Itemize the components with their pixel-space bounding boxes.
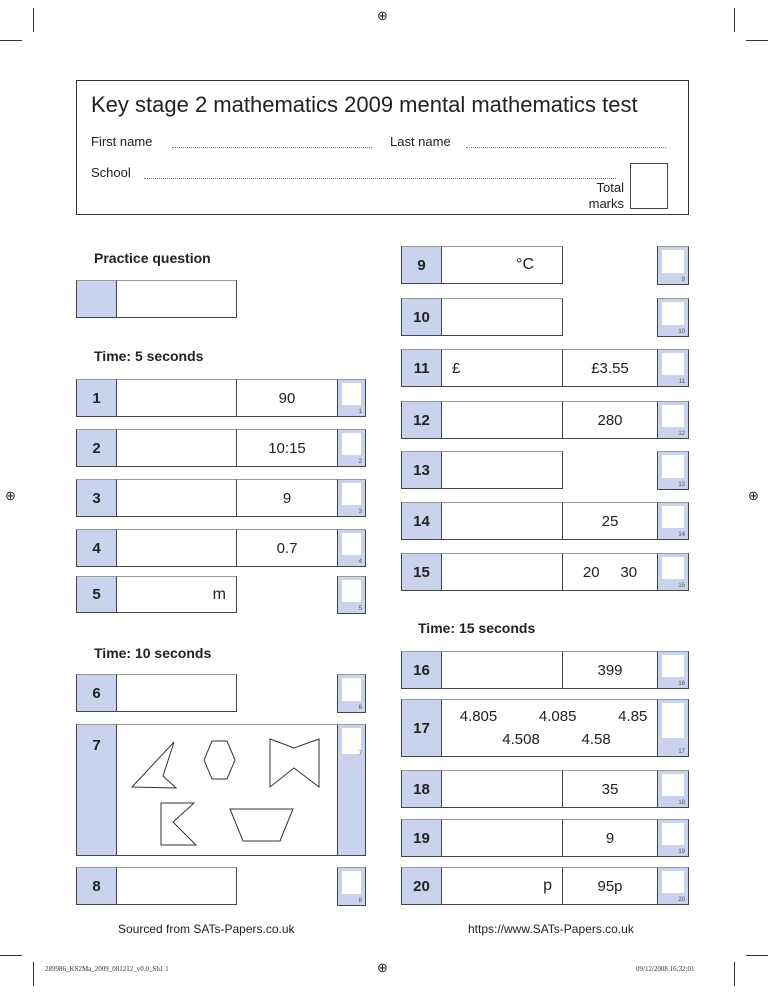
practice-number-cell bbox=[76, 280, 117, 318]
question-number: 7 bbox=[92, 737, 101, 754]
answer-unit: p bbox=[543, 877, 552, 894]
footer-source: Sourced from SATs-Papers.co.uk bbox=[118, 922, 295, 936]
first-name-field[interactable] bbox=[172, 146, 372, 148]
question-number: 13 bbox=[413, 461, 430, 479]
question-7-number bbox=[76, 724, 117, 856]
mark-box-number: 5 bbox=[358, 606, 362, 612]
answer-unit: m bbox=[212, 585, 226, 603]
question-3-answer-box[interactable] bbox=[116, 479, 237, 517]
footer-url[interactable]: https://www.SATs-Papers.co.uk bbox=[468, 922, 634, 936]
mark-entry-square[interactable] bbox=[662, 823, 684, 845]
mark-box-number: 12 bbox=[678, 431, 685, 437]
question-16-given-value bbox=[562, 651, 658, 689]
shape-arrowhead bbox=[132, 742, 176, 788]
question-7-mark-box[interactable] bbox=[337, 724, 366, 856]
mark-entry-square[interactable] bbox=[342, 433, 361, 455]
time-15-heading: Time: 15 seconds bbox=[418, 620, 536, 636]
question-17-number bbox=[401, 699, 442, 757]
question-18-answer-box[interactable] bbox=[441, 770, 563, 808]
question-10-answer-box[interactable] bbox=[441, 298, 563, 336]
mark-box-number: 16 bbox=[678, 681, 685, 687]
question-18-number bbox=[401, 770, 442, 808]
question-14-answer-box[interactable] bbox=[441, 502, 563, 540]
question-14-number bbox=[401, 502, 442, 540]
total-marks-label: Total marks bbox=[588, 180, 624, 211]
mark-entry-square[interactable] bbox=[662, 302, 684, 325]
shape-trapezium bbox=[230, 809, 293, 841]
mark-box-number: 10 bbox=[678, 329, 685, 335]
question-15-given-value bbox=[562, 553, 658, 591]
question-15-mark-box[interactable] bbox=[657, 553, 689, 591]
question-number: 8 bbox=[92, 877, 101, 895]
question-12-answer-box[interactable] bbox=[441, 401, 563, 439]
question-12-number bbox=[401, 401, 442, 439]
time-5-heading: Time: 5 seconds bbox=[94, 348, 204, 364]
given-value: 90 bbox=[278, 389, 296, 407]
question-1-answer-box[interactable] bbox=[116, 379, 237, 417]
mark-entry-square[interactable] bbox=[342, 871, 361, 894]
question-9-answer-box[interactable] bbox=[441, 246, 563, 284]
question-12-mark-box[interactable] bbox=[657, 401, 689, 439]
mark-box-number: 17 bbox=[678, 749, 685, 755]
question-1-number bbox=[76, 379, 117, 417]
given-value: 0.7 bbox=[276, 539, 298, 557]
number-list-row-2: 4.508 4.58 bbox=[502, 731, 611, 748]
question-6-number bbox=[76, 674, 117, 712]
mark-entry-square[interactable] bbox=[662, 455, 684, 478]
mark-box-number: 18 bbox=[678, 800, 685, 806]
mark-box-number: 11 bbox=[678, 379, 685, 385]
question-number: 3 bbox=[92, 489, 101, 507]
question-14-mark-box[interactable] bbox=[657, 502, 689, 540]
shapes-diagram bbox=[117, 725, 337, 855]
mark-box-number: 14 bbox=[678, 532, 685, 538]
question-number: 5 bbox=[92, 586, 101, 603]
question-number: 4 bbox=[92, 539, 101, 557]
given-value: 280 bbox=[597, 411, 623, 429]
last-name-label: Last name bbox=[390, 134, 451, 149]
given-value: 9 bbox=[282, 489, 292, 507]
total-marks-box[interactable] bbox=[630, 163, 668, 209]
question-16-number bbox=[401, 651, 442, 689]
question-13-answer-box[interactable] bbox=[441, 451, 563, 489]
question-4-mark-box[interactable] bbox=[337, 529, 366, 567]
given-value: 9 bbox=[605, 829, 615, 847]
question-8-answer-box[interactable] bbox=[116, 867, 237, 905]
question-4-answer-box[interactable] bbox=[116, 529, 237, 567]
question-number: 14 bbox=[413, 512, 430, 530]
question-10-mark-box[interactable] bbox=[657, 298, 689, 337]
given-value: £3.55 bbox=[591, 359, 629, 377]
given-value: 399 bbox=[597, 661, 623, 679]
question-16-answer-box[interactable] bbox=[441, 651, 563, 689]
mark-entry-square[interactable] bbox=[662, 250, 684, 273]
mark-entry-square[interactable] bbox=[342, 383, 361, 405]
question-12-given-value bbox=[562, 401, 658, 439]
mark-box-number: 8 bbox=[358, 898, 362, 904]
question-number: 10 bbox=[413, 308, 430, 326]
question-20-mark-box[interactable] bbox=[657, 867, 689, 905]
question-13-number bbox=[401, 451, 442, 489]
page-title: Key stage 2 mathematics 2009 mental mathematics test bbox=[91, 92, 638, 117]
question-2-number bbox=[76, 429, 117, 467]
given-value: 35 bbox=[601, 780, 619, 798]
registration-mark-icon: ⊕ bbox=[377, 8, 388, 23]
practice-heading: Practice question bbox=[94, 250, 211, 266]
question-16-mark-box[interactable] bbox=[657, 651, 689, 689]
question-11-mark-box[interactable] bbox=[657, 349, 689, 387]
question-number: 17 bbox=[413, 719, 430, 737]
practice-answer-box[interactable] bbox=[116, 280, 237, 318]
question-11-number bbox=[401, 349, 442, 387]
question-4-number bbox=[76, 529, 117, 567]
given-value: 20 30 bbox=[582, 563, 638, 581]
print-date: 09/12/2008 16:32:01 bbox=[636, 965, 695, 973]
answer-unit: °C bbox=[516, 256, 534, 273]
answer-prefix: £ bbox=[452, 359, 461, 377]
question-8-number bbox=[76, 867, 117, 905]
question-18-mark-box[interactable] bbox=[657, 770, 689, 808]
question-13-mark-box[interactable] bbox=[657, 451, 689, 490]
question-15-answer-box[interactable] bbox=[441, 553, 563, 591]
mark-entry-square[interactable] bbox=[662, 557, 684, 579]
question-9-number bbox=[401, 246, 442, 284]
question-number: 9 bbox=[417, 256, 426, 274]
time-10-heading: Time: 10 seconds bbox=[94, 645, 212, 661]
last-name-field[interactable] bbox=[466, 146, 666, 148]
mark-entry-square[interactable] bbox=[342, 580, 361, 602]
mark-entry-square[interactable] bbox=[662, 506, 684, 528]
mark-box-number: 2 bbox=[358, 459, 362, 465]
mark-entry-square[interactable] bbox=[342, 533, 361, 555]
question-9-mark-box[interactable] bbox=[657, 246, 689, 285]
question-number: 1 bbox=[92, 389, 101, 407]
mark-entry-square[interactable] bbox=[342, 678, 361, 701]
registration-mark-icon: ⊕ bbox=[5, 488, 16, 503]
question-5-number bbox=[76, 576, 117, 613]
question-2-mark-box[interactable] bbox=[337, 429, 366, 467]
question-3-given-value bbox=[236, 479, 338, 517]
mark-entry-square[interactable] bbox=[662, 703, 684, 738]
question-19-given-value bbox=[562, 819, 658, 857]
mark-box-number: 6 bbox=[358, 705, 362, 711]
question-number: 12 bbox=[413, 411, 430, 429]
question-7-answer-box[interactable] bbox=[116, 724, 338, 856]
mark-box-number: 9 bbox=[681, 277, 685, 283]
mark-entry-square[interactable] bbox=[662, 655, 684, 677]
question-20-number bbox=[401, 867, 442, 905]
question-2-answer-box[interactable] bbox=[116, 429, 237, 467]
question-11-given-value bbox=[562, 349, 658, 387]
crop-mark bbox=[33, 8, 34, 32]
question-1-given-value bbox=[236, 379, 338, 417]
mark-box-number: 20 bbox=[678, 897, 685, 903]
school-field[interactable] bbox=[144, 177, 616, 179]
mark-box-number: 7 bbox=[358, 751, 362, 757]
question-4-given-value bbox=[236, 529, 338, 567]
question-11-answer-box[interactable] bbox=[441, 349, 563, 387]
question-14-given-value bbox=[562, 502, 658, 540]
mark-entry-square[interactable] bbox=[662, 353, 684, 375]
question-10-number bbox=[401, 298, 442, 336]
mark-box-number: 15 bbox=[678, 583, 685, 589]
mark-entry-square[interactable] bbox=[342, 483, 361, 505]
crop-mark bbox=[0, 40, 22, 41]
mark-box-number: 3 bbox=[358, 509, 362, 515]
question-6-answer-box[interactable] bbox=[116, 674, 237, 712]
question-6-mark-box[interactable] bbox=[337, 674, 366, 713]
question-18-given-value bbox=[562, 770, 658, 808]
mark-entry-square[interactable] bbox=[662, 774, 684, 796]
first-name-label: First name bbox=[91, 134, 153, 149]
crop-mark bbox=[734, 8, 735, 32]
question-number: 19 bbox=[413, 829, 430, 847]
given-value: 25 bbox=[601, 512, 619, 530]
print-slug: 289986_KS2Ma_2009_081212_v0.0_Sh1 1 bbox=[45, 965, 169, 973]
number-list-row-1: 4.805 4.085 4.85 bbox=[459, 708, 648, 725]
question-3-number bbox=[76, 479, 117, 517]
question-number: 11 bbox=[413, 359, 430, 377]
shape-bowtie bbox=[270, 739, 319, 787]
question-1-mark-box[interactable] bbox=[337, 379, 366, 417]
registration-mark-icon: ⊕ bbox=[748, 488, 759, 503]
mark-entry-square[interactable] bbox=[662, 405, 684, 427]
question-19-number bbox=[401, 819, 442, 857]
mark-box-number: 1 bbox=[358, 409, 362, 415]
registration-mark-icon: ⊕ bbox=[377, 960, 388, 975]
mark-entry-square[interactable] bbox=[662, 871, 684, 893]
shape-hexagon bbox=[204, 741, 235, 779]
question-19-answer-box[interactable] bbox=[441, 819, 563, 857]
question-17-answer-box[interactable] bbox=[441, 699, 658, 757]
mark-box-number: 13 bbox=[678, 482, 685, 488]
mark-box-number: 4 bbox=[358, 559, 362, 565]
question-17-mark-box[interactable] bbox=[657, 699, 689, 757]
school-label: School bbox=[91, 165, 131, 180]
question-number: 15 bbox=[413, 563, 430, 581]
question-20-answer-box[interactable] bbox=[441, 867, 563, 905]
crop-mark bbox=[33, 962, 34, 986]
question-20-given-value bbox=[562, 867, 658, 905]
question-number: 2 bbox=[92, 439, 101, 457]
question-number: 18 bbox=[413, 780, 430, 798]
question-number: 20 bbox=[413, 877, 430, 895]
given-value: 95p bbox=[597, 877, 623, 895]
question-8-mark-box[interactable] bbox=[337, 867, 366, 906]
given-value: 10:15 bbox=[268, 439, 306, 457]
question-19-mark-box[interactable] bbox=[657, 819, 689, 857]
crop-mark bbox=[746, 40, 768, 41]
question-number: 6 bbox=[92, 684, 101, 702]
question-5-mark-box[interactable] bbox=[337, 576, 366, 614]
question-number: 16 bbox=[413, 661, 430, 679]
mark-box-number: 19 bbox=[678, 849, 685, 855]
question-15-number bbox=[401, 553, 442, 591]
question-2-given-value bbox=[236, 429, 338, 467]
question-5-answer-box[interactable] bbox=[116, 576, 237, 613]
question-3-mark-box[interactable] bbox=[337, 479, 366, 517]
crop-mark bbox=[0, 955, 22, 956]
crop-mark bbox=[746, 955, 768, 956]
crop-mark bbox=[734, 962, 735, 986]
shape-notched-square bbox=[161, 803, 196, 845]
